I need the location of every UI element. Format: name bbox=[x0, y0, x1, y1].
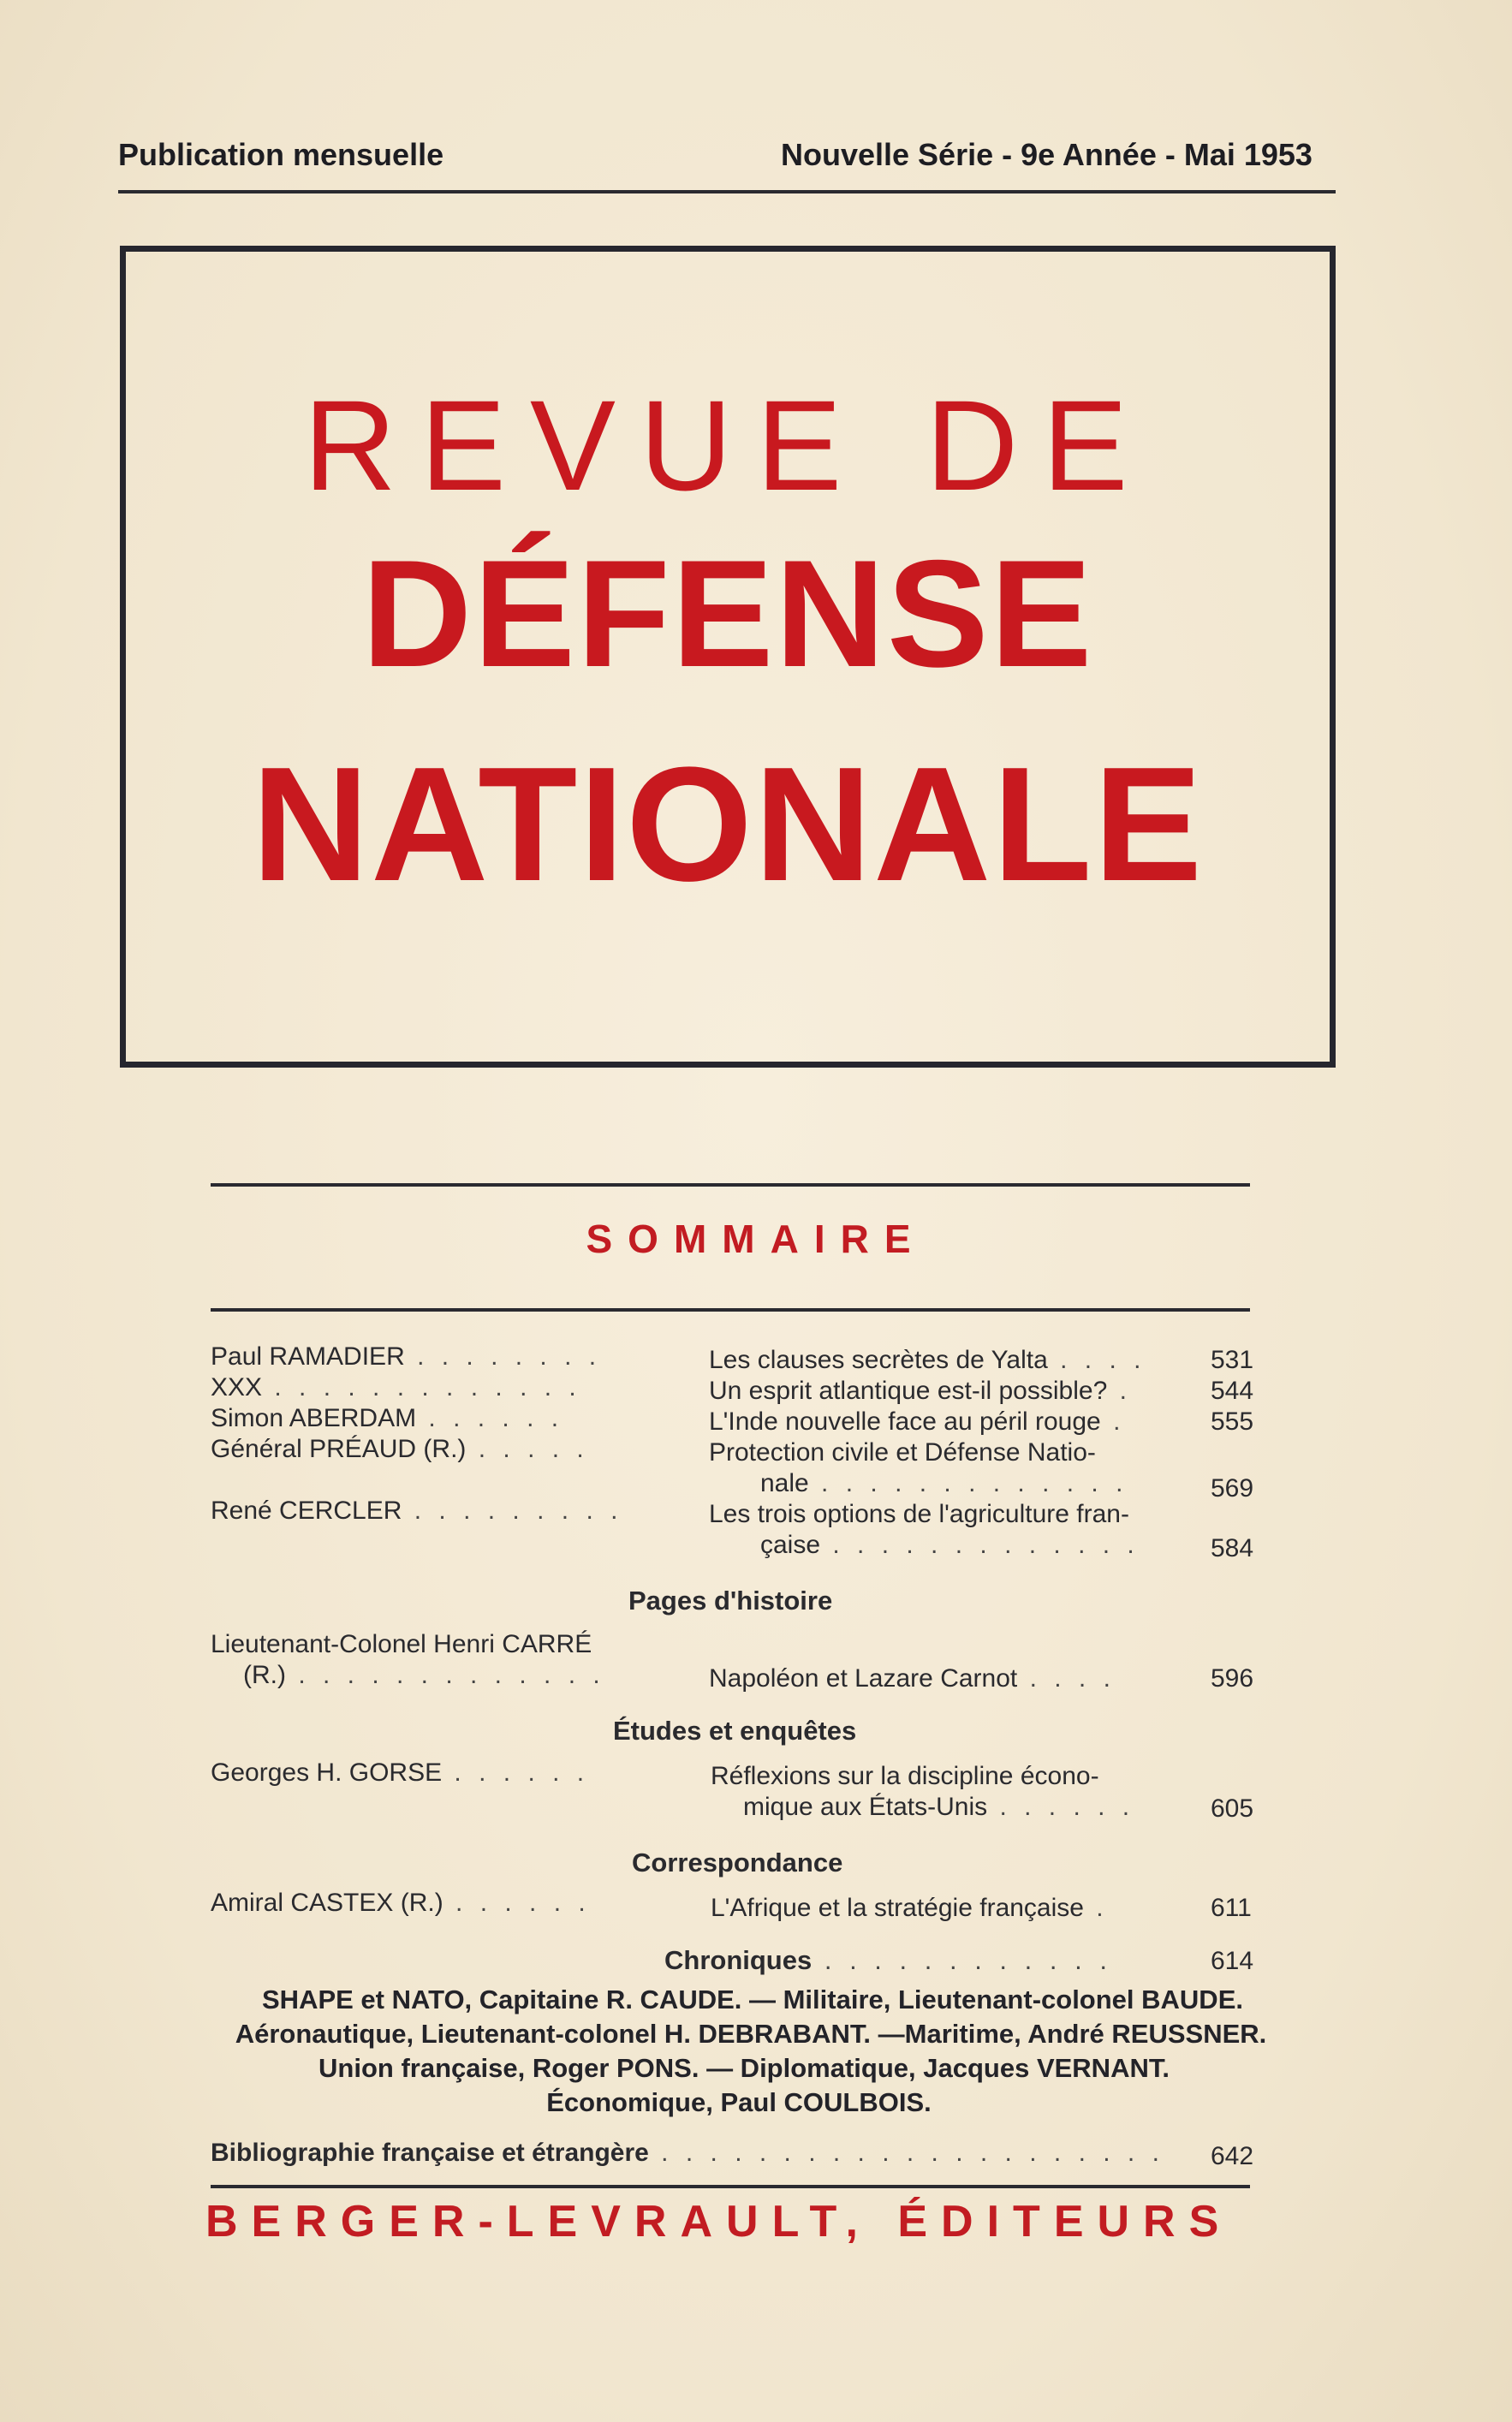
header-rule bbox=[118, 190, 1336, 193]
chroniques-line: SHAPE et NATO, Capitaine R. CAUDE. — Militaire, Lieutenant-colonel BAUDE. bbox=[262, 1985, 1243, 2014]
toc-title-cont: çaise . . . . . . . . . . . . . bbox=[760, 1531, 1140, 1559]
toc-title: L'Afrique et la stratégie française . bbox=[711, 1894, 1109, 1922]
toc-title: L'Inde nouvelle face au péril rouge . bbox=[709, 1407, 1126, 1436]
toc-author: Simon ABERDAM . . . . . . bbox=[211, 1404, 564, 1432]
toc-title-cont: nale . . . . . . . . . . . . . bbox=[760, 1469, 1128, 1497]
publication-frequency: Publication mensuelle bbox=[118, 137, 444, 172]
toc-title: Napoléon et Lazare Carnot . . . . bbox=[709, 1664, 1116, 1693]
toc-page: 642 bbox=[1211, 2142, 1254, 2170]
toc-page: 596 bbox=[1211, 1664, 1254, 1693]
toc-title: Réflexions sur la discipline écono- bbox=[711, 1762, 1099, 1790]
toc-page: 614 bbox=[1211, 1947, 1254, 1975]
title-line-2: DÉFENSE bbox=[361, 528, 1094, 699]
toc-author: Georges H. GORSE . . . . . . bbox=[211, 1758, 590, 1787]
toc-author: René CERCLER . . . . . . . . . bbox=[211, 1497, 623, 1525]
section-heading: Études et enquêtes bbox=[613, 1716, 857, 1746]
section-heading: Pages d'histoire bbox=[628, 1586, 833, 1616]
toc-page: 605 bbox=[1211, 1794, 1254, 1823]
toc-page: 584 bbox=[1211, 1534, 1254, 1562]
toc-title-cont: mique aux États-Unis . . . . . . bbox=[743, 1793, 1135, 1821]
toc-author: Général PRÉAUD (R.) . . . . . bbox=[211, 1435, 589, 1463]
toc-title: Protection civile et Défense Natio- bbox=[709, 1438, 1096, 1467]
toc-page: 611 bbox=[1211, 1894, 1252, 1922]
publisher-footer: BERGER-LEVRAULT, ÉDITEURS bbox=[205, 2197, 1233, 2246]
toc-title: Les clauses secrètes de Yalta . . . . bbox=[709, 1346, 1146, 1374]
toc-author: Paul RAMADIER . . . . . . . . bbox=[211, 1342, 602, 1371]
title-line-1: REVUE DE bbox=[303, 373, 1152, 517]
chroniques-line: Économique, Paul COULBOIS. bbox=[546, 2087, 932, 2117]
chroniques-line: Union française, Roger PONS. — Diplomatique, Jacques VERNANT. bbox=[318, 2053, 1170, 2083]
sommaire-rule-bottom bbox=[211, 1308, 1250, 1312]
chroniques-line: Aéronautique, Lieutenant-colonel H. DEBRABANT. —Maritime, André REUSSNER. bbox=[235, 2019, 1267, 2049]
issue-info: Nouvelle Série - 9e Année - Mai 1953 bbox=[781, 137, 1313, 172]
toc-page: 531 bbox=[1211, 1346, 1254, 1374]
toc-author: XXX . . . . . . . . . . . . . bbox=[211, 1373, 581, 1401]
title-frame bbox=[120, 246, 1336, 1068]
section-heading: Correspondance bbox=[632, 1848, 843, 1877]
toc-title: Les trois options de l'agriculture fran- bbox=[709, 1500, 1129, 1528]
toc-author: Lieutenant-Colonel Henri CARRÉ bbox=[211, 1630, 592, 1658]
sommaire-heading: SOMMAIRE bbox=[586, 1217, 926, 1261]
chroniques-heading: Chroniques . . . . . . . . . . . . bbox=[664, 1945, 1112, 1975]
toc-page: 544 bbox=[1211, 1377, 1254, 1405]
sommaire-rule-top bbox=[211, 1183, 1250, 1187]
toc-page: 555 bbox=[1211, 1407, 1254, 1436]
title-line-3: NATIONALE bbox=[251, 734, 1205, 915]
toc-title: Un esprit atlantique est-il possible? . bbox=[709, 1377, 1132, 1405]
toc-author-cont: (R.) . . . . . . . . . . . . . bbox=[243, 1661, 605, 1689]
toc-page: 569 bbox=[1211, 1474, 1254, 1503]
footer-rule bbox=[211, 2185, 1250, 2188]
bibliographie-label: Bibliographie française et étrangère . . . . . . . . . . . . . . . . . . . . . bbox=[211, 2139, 1164, 2167]
toc-author: Amiral CASTEX (R.) . . . . . . bbox=[211, 1889, 591, 1917]
